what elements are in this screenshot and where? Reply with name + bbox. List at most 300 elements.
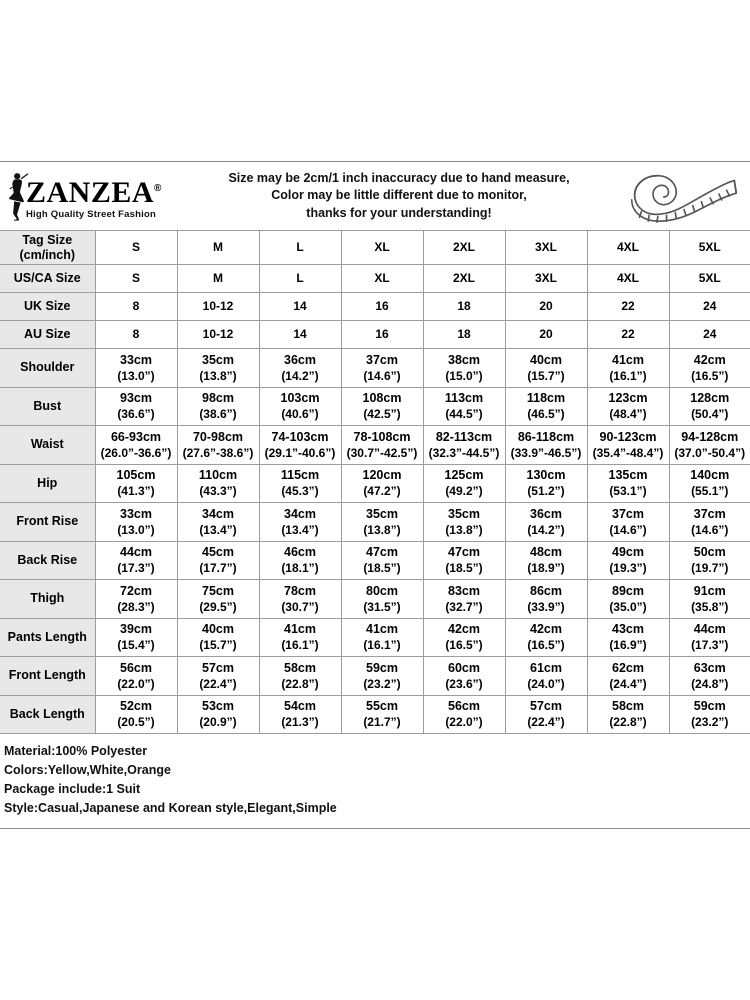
- value-inch: (36.6”): [117, 407, 155, 422]
- value-inch: (15.0”): [445, 368, 483, 383]
- cell-back-rise-xl: [341, 541, 423, 580]
- cell-uk-3xl: 20: [505, 293, 587, 321]
- value-inch: (46.5”): [527, 407, 565, 422]
- value-cm: 60cm: [448, 660, 480, 675]
- value-cm: 36cm: [284, 352, 316, 367]
- cell-hip-3xl: [505, 464, 587, 503]
- cell-hip-xl: [341, 464, 423, 503]
- cell-us-ca-s: S: [95, 265, 177, 293]
- cell-bust-xl: [341, 387, 423, 426]
- value-inch: (42.5”): [363, 407, 401, 422]
- value-cm: 42cm: [448, 622, 480, 637]
- value-inch: (38.6”): [199, 407, 237, 422]
- value-cm: 86-118cm: [517, 429, 575, 444]
- cell-us-ca-4xl: 4XL: [587, 265, 669, 293]
- cell-waist-xl: [341, 426, 423, 465]
- cell-hip-s: [95, 464, 177, 503]
- value-inch: (18.5”): [445, 561, 483, 576]
- value-cm: 40cm: [202, 622, 234, 637]
- value-inch: (13.0”): [117, 522, 155, 537]
- cell-uk-xl: 16: [341, 293, 423, 321]
- value-inch: (14.2”): [527, 522, 565, 537]
- row-label-uk-size: UK Size: [0, 293, 95, 321]
- cell-front-rise-xl: [341, 503, 423, 542]
- value-cm: 108cm: [362, 391, 402, 406]
- value-cm: 58cm: [612, 699, 644, 714]
- cell-pants-length-s: [95, 618, 177, 657]
- cell-back-rise-m: [177, 541, 259, 580]
- table-row-hip: [0, 464, 750, 503]
- value-inch: (13.8”): [445, 522, 483, 537]
- cell-shoulder-5xl: [669, 349, 750, 388]
- cell-pants-length-5xl: [669, 618, 750, 657]
- value-inch: (14.6”): [691, 522, 729, 537]
- value-cm: 86cm: [530, 583, 562, 598]
- cell-waist-s: [95, 426, 177, 465]
- value-cm: 37cm: [612, 506, 644, 521]
- value-cm: 56cm: [120, 660, 152, 675]
- cell-back-length-4xl: [587, 695, 669, 734]
- value-cm: 98cm: [202, 391, 234, 406]
- cell-us-ca-5xl: 5XL: [669, 265, 750, 293]
- cell-thigh-5xl: [669, 580, 750, 619]
- cell-au-s: 8: [95, 321, 177, 349]
- cell-back-length-2xl: [423, 695, 505, 734]
- value-inch: (19.7”): [691, 561, 729, 576]
- value-inch: (16.5”): [691, 368, 729, 383]
- value-cm: 91cm: [693, 583, 726, 598]
- cell-shoulder-xl: [341, 349, 423, 388]
- cell-hip-m: [177, 464, 259, 503]
- value-cm: 37cm: [693, 506, 726, 521]
- value-cm: 57cm: [530, 699, 562, 714]
- value-cm: 62cm: [612, 660, 644, 675]
- cell-tag-size-3xl: 3XL: [505, 231, 587, 265]
- brand-logo: [4, 171, 164, 221]
- cell-hip-5xl: [669, 464, 750, 503]
- cell-tag-size-xl: XL: [341, 231, 423, 265]
- value-cm: 42cm: [693, 352, 726, 367]
- value-cm: 48cm: [530, 545, 562, 560]
- value-inch: (33.9”-46.5”): [510, 445, 582, 460]
- value-inch: (13.4”): [281, 522, 319, 537]
- cell-front-length-m: [177, 657, 259, 696]
- value-inch: (23.2”): [363, 676, 401, 691]
- row-label-front-rise: Front Rise: [0, 503, 95, 542]
- value-cm: 59cm: [366, 660, 398, 675]
- cell-bust-m: [177, 387, 259, 426]
- row-label-bust: Bust: [0, 387, 95, 426]
- cell-waist-l: [259, 426, 341, 465]
- cell-bust-l: [259, 387, 341, 426]
- cell-back-length-s: [95, 695, 177, 734]
- value-cm: 135cm: [608, 468, 648, 483]
- value-inch: (35.8”): [691, 599, 729, 614]
- value-inch: (17.3”): [691, 638, 729, 653]
- cell-front-length-l: [259, 657, 341, 696]
- cell-thigh-4xl: [587, 580, 669, 619]
- cell-bust-s: [95, 387, 177, 426]
- cell-uk-5xl: 24: [669, 293, 750, 321]
- value-inch: (22.4”): [527, 715, 565, 730]
- cell-front-rise-2xl: [423, 503, 505, 542]
- cell-waist-m: [177, 426, 259, 465]
- table-row-shoulder: [0, 349, 750, 388]
- value-inch: (55.1”): [691, 484, 729, 499]
- cell-uk-l: 14: [259, 293, 341, 321]
- value-cm: 59cm: [693, 699, 726, 714]
- value-inch: (45.3”): [281, 484, 319, 499]
- cell-back-rise-5xl: [669, 541, 750, 580]
- product-notes: [0, 734, 750, 828]
- cell-back-rise-4xl: [587, 541, 669, 580]
- value-cm: 72cm: [120, 583, 152, 598]
- value-cm: 90-123cm: [599, 429, 657, 444]
- value-inch: (41.3”): [117, 484, 155, 499]
- cell-bust-3xl: [505, 387, 587, 426]
- value-inch: (22.4”): [199, 676, 237, 691]
- cell-tag-size-l: L: [259, 231, 341, 265]
- value-cm: 74-103cm: [271, 429, 329, 444]
- value-cm: 57cm: [202, 660, 234, 675]
- notice-line-1: Size may be 2cm/1 inch inaccuracy due to hand measure,: [228, 170, 570, 185]
- table-row-us-ca-size: [0, 265, 750, 293]
- brand-name: [26, 174, 162, 208]
- value-inch: (37.0”-50.4”): [674, 445, 746, 460]
- value-inch: (24.0”): [527, 676, 565, 691]
- notice-line-2: Color may be little different due to monitor,: [271, 188, 527, 203]
- value-cm: 80cm: [366, 583, 398, 598]
- cell-uk-s: 8: [95, 293, 177, 321]
- cell-front-rise-m: [177, 503, 259, 542]
- cell-front-rise-s: [95, 503, 177, 542]
- cell-au-xl: 16: [341, 321, 423, 349]
- value-inch: (16.9”): [609, 638, 647, 653]
- size-measurements-table: [0, 230, 750, 734]
- cell-pants-length-l: [259, 618, 341, 657]
- value-inch: (35.0”): [609, 599, 647, 614]
- value-inch: (16.5”): [527, 638, 565, 653]
- brand-name-text: ZANZEA: [26, 176, 155, 209]
- cell-front-length-xl: [341, 657, 423, 696]
- value-inch: (32.7”): [445, 599, 483, 614]
- value-cm: 33cm: [120, 352, 152, 367]
- cell-shoulder-s: [95, 349, 177, 388]
- value-inch: (23.6”): [445, 676, 483, 691]
- measuring-tape-icon: [624, 166, 744, 226]
- size-chart-sheet: [0, 161, 750, 829]
- value-cm: 43cm: [612, 622, 644, 637]
- table-row-back-length: [0, 695, 750, 734]
- cell-pants-length-3xl: [505, 618, 587, 657]
- value-inch: (50.4”): [691, 407, 729, 422]
- value-cm: 110cm: [198, 468, 238, 483]
- value-inch: (16.1”): [609, 368, 647, 383]
- cell-pants-length-4xl: [587, 618, 669, 657]
- cell-bust-2xl: [423, 387, 505, 426]
- value-inch: (21.3”): [281, 715, 319, 730]
- cell-thigh-l: [259, 580, 341, 619]
- cell-us-ca-3xl: 3XL: [505, 265, 587, 293]
- row-label-front-length: Front Length: [0, 657, 95, 696]
- value-inch: (15.7”): [527, 368, 565, 383]
- value-cm: 123cm: [608, 391, 648, 406]
- value-cm: 120cm: [362, 468, 402, 483]
- note-style: Style:Casual,Japanese and Korean style,Elegant,Simple: [4, 801, 337, 815]
- cell-back-length-3xl: [505, 695, 587, 734]
- value-cm: 37cm: [366, 352, 398, 367]
- cell-hip-l: [259, 464, 341, 503]
- cell-au-3xl: 20: [505, 321, 587, 349]
- value-cm: 125cm: [444, 468, 484, 483]
- cell-waist-2xl: [423, 426, 505, 465]
- cell-tag-size-5xl: 5XL: [669, 231, 750, 265]
- table-row-back-rise: [0, 541, 750, 580]
- value-cm: 33cm: [120, 506, 152, 521]
- value-inch: (22.0”): [445, 715, 483, 730]
- value-inch: (35.4”-48.4”): [592, 445, 664, 460]
- value-cm: 34cm: [284, 506, 316, 521]
- value-cm: 35cm: [448, 506, 480, 521]
- value-inch: (17.3”): [117, 561, 155, 576]
- value-cm: 70-98cm: [192, 429, 244, 444]
- row-label-us-ca-size: US/CA Size: [0, 265, 95, 293]
- value-cm: 49cm: [612, 545, 644, 560]
- cell-tag-size-2xl: 2XL: [423, 231, 505, 265]
- cell-thigh-m: [177, 580, 259, 619]
- cell-au-2xl: 18: [423, 321, 505, 349]
- value-cm: 47cm: [366, 545, 398, 560]
- cell-tag-size-m: M: [177, 231, 259, 265]
- value-cm: 58cm: [284, 660, 316, 675]
- value-cm: 38cm: [448, 352, 480, 367]
- cell-thigh-2xl: [423, 580, 505, 619]
- value-cm: 42cm: [530, 622, 562, 637]
- value-cm: 105cm: [116, 468, 156, 483]
- value-cm: 41cm: [284, 622, 316, 637]
- cell-us-ca-2xl: 2XL: [423, 265, 505, 293]
- table-row-uk-size: [0, 293, 750, 321]
- value-cm: 82-113cm: [435, 429, 493, 444]
- value-cm: 103cm: [280, 391, 320, 406]
- cell-us-ca-l: L: [259, 265, 341, 293]
- note-colors: Colors:Yellow,White,Orange: [4, 763, 171, 777]
- value-cm: 35cm: [202, 352, 234, 367]
- value-cm: 39cm: [120, 622, 152, 637]
- cell-front-length-4xl: [587, 657, 669, 696]
- value-cm: 63cm: [693, 660, 726, 675]
- value-inch: (49.2”): [445, 484, 483, 499]
- cell-front-rise-3xl: [505, 503, 587, 542]
- value-cm: 40cm: [530, 352, 562, 367]
- cell-tag-size-s: S: [95, 231, 177, 265]
- value-inch: (53.1”): [609, 484, 647, 499]
- value-inch: (16.1”): [281, 638, 319, 653]
- table-row-front-rise: [0, 503, 750, 542]
- value-inch: (30.7”-42.5”): [346, 445, 418, 460]
- cell-au-l: 14: [259, 321, 341, 349]
- value-cm: 46cm: [284, 545, 316, 560]
- row-label-au-size: AU Size: [0, 321, 95, 349]
- value-inch: (21.7”): [363, 715, 401, 730]
- cell-bust-4xl: [587, 387, 669, 426]
- note-package: Package include:1 Suit: [4, 782, 141, 796]
- registered-mark: ®: [154, 183, 162, 194]
- value-inch: (19.3”): [609, 561, 647, 576]
- cell-back-length-xl: [341, 695, 423, 734]
- cell-front-length-2xl: [423, 657, 505, 696]
- value-cm: 75cm: [202, 583, 234, 598]
- row-label-tag-size: [0, 231, 95, 265]
- cell-shoulder-2xl: [423, 349, 505, 388]
- value-inch: (30.7”): [281, 599, 319, 614]
- row-label-shoulder: Shoulder: [0, 349, 95, 388]
- value-cm: 44cm: [120, 545, 152, 560]
- value-cm: 56cm: [448, 699, 480, 714]
- value-inch: (20.9”): [199, 715, 237, 730]
- table-row-front-length: [0, 657, 750, 696]
- value-inch: (44.5”): [445, 407, 483, 422]
- cell-shoulder-4xl: [587, 349, 669, 388]
- value-cm: 52cm: [120, 699, 152, 714]
- value-cm: 47cm: [448, 545, 480, 560]
- value-inch: (13.8”): [363, 522, 401, 537]
- value-inch: (48.4”): [609, 407, 647, 422]
- value-inch: (47.2”): [363, 484, 401, 499]
- value-cm: 128cm: [690, 391, 730, 406]
- cell-waist-3xl: [505, 426, 587, 465]
- value-cm: 89cm: [612, 583, 644, 598]
- cell-shoulder-l: [259, 349, 341, 388]
- cell-back-length-m: [177, 695, 259, 734]
- cell-pants-length-m: [177, 618, 259, 657]
- value-inch: (14.2”): [281, 368, 319, 383]
- note-material: Material:100% Polyester: [4, 744, 148, 758]
- row-label-back-length: Back Length: [0, 695, 95, 734]
- value-cm: 113cm: [444, 391, 484, 406]
- value-inch: (22.8”): [609, 715, 647, 730]
- row-label-hip: Hip: [0, 464, 95, 503]
- value-cm: 78cm: [284, 583, 316, 598]
- measurement-notice: [164, 170, 624, 223]
- value-inch: (22.0”): [117, 676, 155, 691]
- cell-au-4xl: 22: [587, 321, 669, 349]
- cell-front-length-3xl: [505, 657, 587, 696]
- value-cm: 118cm: [526, 391, 566, 406]
- cell-bust-5xl: [669, 387, 750, 426]
- value-inch: (26.0”-36.6”): [100, 445, 172, 460]
- row-label-thigh: Thigh: [0, 580, 95, 619]
- cell-back-rise-s: [95, 541, 177, 580]
- cell-thigh-s: [95, 580, 177, 619]
- value-inch: (13.4”): [199, 522, 237, 537]
- cell-tag-size-4xl: 4XL: [587, 231, 669, 265]
- value-inch: (27.6”-38.6”): [182, 445, 254, 460]
- value-cm: 115cm: [280, 468, 320, 483]
- table-row-pants-length: [0, 618, 750, 657]
- cell-uk-m: 10-12: [177, 293, 259, 321]
- value-inch: (18.5”): [363, 561, 401, 576]
- value-inch: (29.1”-40.6”): [264, 445, 336, 460]
- value-cm: 41cm: [612, 352, 644, 367]
- value-inch: (15.7”): [199, 638, 237, 653]
- cell-front-rise-l: [259, 503, 341, 542]
- value-cm: 130cm: [526, 468, 566, 483]
- value-inch: (51.2”): [527, 484, 565, 499]
- value-inch: (14.6”): [363, 368, 401, 383]
- cell-front-length-s: [95, 657, 177, 696]
- cell-hip-2xl: [423, 464, 505, 503]
- cell-au-m: 10-12: [177, 321, 259, 349]
- value-inch: (22.8”): [281, 676, 319, 691]
- cell-front-rise-5xl: [669, 503, 750, 542]
- cell-au-5xl: 24: [669, 321, 750, 349]
- notice-line-3: thanks for your understanding!: [306, 205, 492, 220]
- value-cm: 34cm: [202, 506, 234, 521]
- chart-header-banner: [0, 162, 750, 230]
- value-inch: (18.1”): [281, 561, 319, 576]
- table-row-au-size: [0, 321, 750, 349]
- cell-uk-4xl: 22: [587, 293, 669, 321]
- value-inch: (43.3”): [199, 484, 237, 499]
- cell-back-rise-3xl: [505, 541, 587, 580]
- value-cm: 36cm: [530, 506, 562, 521]
- cell-thigh-xl: [341, 580, 423, 619]
- table-row-tag-size: [0, 231, 750, 265]
- value-inch: (15.4”): [117, 638, 155, 653]
- value-cm: 66-93cm: [110, 429, 162, 444]
- row-label-line-1: Tag Size: [22, 232, 73, 247]
- cell-hip-4xl: [587, 464, 669, 503]
- value-inch: (13.8”): [199, 368, 237, 383]
- value-inch: (23.2”): [691, 715, 729, 730]
- cell-pants-length-xl: [341, 618, 423, 657]
- table-row-waist: [0, 426, 750, 465]
- cell-waist-5xl: [669, 426, 750, 465]
- cell-pants-length-2xl: [423, 618, 505, 657]
- cell-back-rise-2xl: [423, 541, 505, 580]
- table-row-bust: [0, 387, 750, 426]
- value-cm: 35cm: [366, 506, 398, 521]
- value-inch: (40.6”): [281, 407, 319, 422]
- value-inch: (31.5”): [363, 599, 401, 614]
- value-cm: 50cm: [693, 545, 726, 560]
- value-inch: (33.9”): [527, 599, 565, 614]
- value-inch: (16.1”): [363, 638, 401, 653]
- cell-us-ca-xl: XL: [341, 265, 423, 293]
- value-inch: (28.3”): [117, 599, 155, 614]
- value-cm: 78-108cm: [353, 429, 411, 444]
- row-label-back-rise: Back Rise: [0, 541, 95, 580]
- cell-us-ca-m: M: [177, 265, 259, 293]
- value-cm: 45cm: [202, 545, 234, 560]
- value-cm: 83cm: [448, 583, 480, 598]
- value-cm: 55cm: [366, 699, 398, 714]
- value-inch: (18.9”): [527, 561, 565, 576]
- row-label-pants-length: Pants Length: [0, 618, 95, 657]
- cell-back-rise-l: [259, 541, 341, 580]
- cell-back-length-l: [259, 695, 341, 734]
- value-inch: (20.5”): [117, 715, 155, 730]
- cell-waist-4xl: [587, 426, 669, 465]
- value-cm: 44cm: [693, 622, 726, 637]
- table-row-thigh: [0, 580, 750, 619]
- row-label-line-2: (cm/inch): [19, 247, 76, 262]
- value-inch: (14.6”): [609, 522, 647, 537]
- value-cm: 54cm: [284, 699, 316, 714]
- brand-tagline: High Quality Street Fashion: [26, 209, 156, 220]
- value-cm: 61cm: [530, 660, 562, 675]
